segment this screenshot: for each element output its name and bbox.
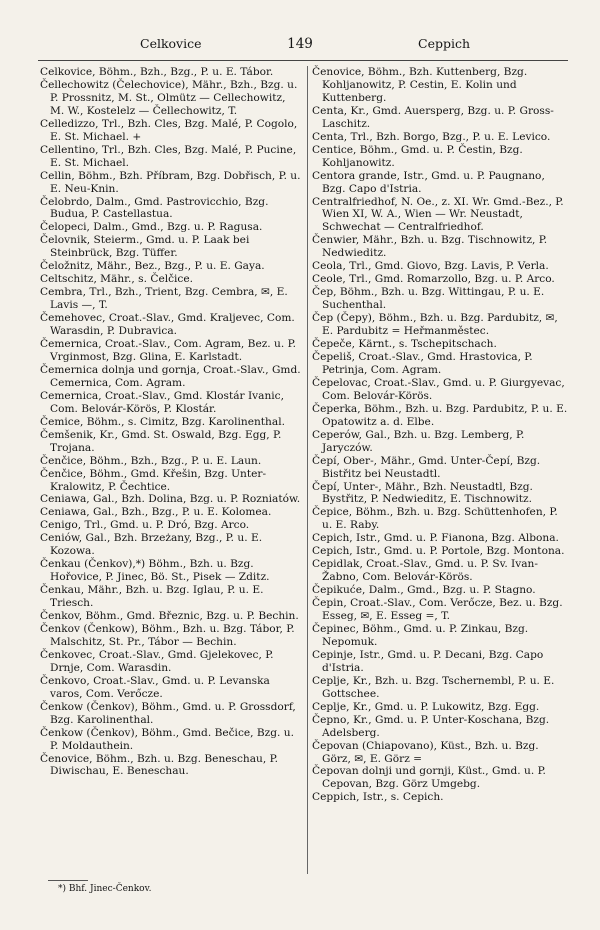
page-number: 149 (287, 36, 313, 52)
gazetteer-entry: Čemice, Böhm., s. Cimitz, Bzg. Karolinenthal. (40, 415, 285, 428)
gazetteer-entry: Čenkovec, Croat.-Slav., Gmd. Gjelekovec, P. Drnje, Com. Warasdin. (40, 648, 274, 674)
footnote: *) Bhf. Jinec-Čenkov. (58, 884, 152, 894)
gazetteer-entry: Čenovice, Böhm., Bzh. u. Bzg. Beneschau, P. Diwischau, E. Beneschau. (40, 752, 278, 778)
gazetteer-entry: Ceola, Trl., Gmd. Giovo, Bzg. Lavis, P. Verla. (312, 260, 549, 273)
gazetteer-entry: Čep, Böhm., Bzh. u. Bzg. Wittingau, P. u. E. Suchenthal. (312, 286, 545, 312)
footnote-rule (48, 880, 88, 881)
gazetteer-entry: Čemernica, Croat.-Slav., Com. Agram, Bez. u. P. Vrginmost, Bzg. Glina, E. Karlstadt. (40, 338, 296, 363)
gazetteer-entry: Ceppich, Istr., s. Cepich. (312, 791, 444, 804)
gazetteer-entry: Ceperów, Gal., Bzh. u. Bzg. Lemberg, P. Jaryczów. (312, 428, 525, 454)
gazetteer-entry: Čenovice, Böhm., Bzh. Kuttenberg, Bzg. Kohljanowitz, P. Cestin, E. Kolin und Kuttenberg. (312, 66, 528, 104)
gazetteer-entry: Cepidlak, Croat.-Slav., Gmd. u. P. Sv. Ivan-Žabno, Com. Belovár-Körös. (312, 558, 538, 584)
gazetteer-entry: Cepich, Istr., Gmd. u. P. Portole, Bzg. Montona. (312, 545, 565, 558)
header-rule (38, 60, 568, 61)
header-left-word: Celkovice (140, 36, 202, 51)
gazetteer-entry: Čenkau, Mähr., Bzh. u. Bzg. Iglau, P. u. E. Triesch. (40, 584, 264, 610)
gazetteer-entry: Čepí, Ober-, Mähr., Gmd. Unter-Čepí, Bzg. Bistřitz bei Neustadtl. (312, 454, 541, 480)
gazetteer-entry: Čelopeci, Dalm., Gmd., Bzg. u. P. Ragusa. (40, 221, 263, 234)
gazetteer-entry: Čepovan (Chiapovano), Küst., Bzh. u. Bzg. Görz, ✉, E. Görz = (312, 739, 539, 765)
gazetteer-entry: Čenkovo, Croat.-Slav., Gmd. u. P. Levanska varos, Com. Verőcze. (40, 674, 270, 700)
gazetteer-entry: Čepinec, Böhm., Gmd. u. P. Zinkau, Bzg. Nepomuk. (312, 622, 529, 648)
gazetteer-entry: Čenkow (Čenkov), Böhm., Gmd. u. P. Grossdorf, Bzg. Karolinenthal. (40, 700, 296, 726)
gazetteer-entry: Čelobrdo, Dalm., Gmd. Pastrovicchio, Bzg. Budua, P. Castellastua. (40, 195, 269, 221)
gazetteer-entry: Čelovnik, Steierm., Gmd. u. P. Laak bei Steinbrück, Bzg. Tüffer. (40, 234, 250, 260)
gazetteer-entry: Cepinje, Istr., Gmd. u. P. Decani, Bzg. Capo d'Istria. (312, 648, 544, 674)
gazetteer-entry: Centora grande, Istr., Gmd. u. P. Paugnano, Bzg. Capo d'Istria. (312, 169, 545, 195)
gazetteer-entry: Cenigo, Trl., Gmd. u. P. Dró, Bzg. Arco. (40, 519, 250, 532)
header-right-word: Ceppich (418, 36, 471, 51)
gazetteer-entry: Ceole, Trl., Gmd. Romarzollo, Bzg. u. P. Arco. (312, 273, 555, 286)
gazetteer-entry: Čepelovac, Croat.-Slav., Gmd. u. P. Giurgyevac, Com. Belovár-Körös. (312, 376, 565, 402)
gazetteer-entry: Celledizzo, Trl., Bzh. Cles, Bzg. Malé, P. Cogolo, E. St. Michael. + (40, 117, 298, 143)
gazetteer-entry: Čep (Čepy), Böhm., Bzh. u. Bzg. Pardubitz, ✉, E. Pardubitz = Heřmanměstec. (312, 312, 558, 338)
column-divider (307, 66, 308, 874)
gazetteer-entry: Ceplje, Kr., Gmd. u. P. Lukowitz, Bzg. Egg. (312, 700, 540, 713)
gazetteer-entry: Čepin, Croat.-Slav., Com. Verőcze, Bez. u. Bzg. Esseg, ✉, E. Esseg =, T. (312, 597, 563, 623)
gazetteer-entry: Čenkow (Čenkov), Böhm., Gmd. Bečice, Bzg. u. P. Moldauthein. (40, 726, 294, 752)
gazetteer-entry: Čenčice, Böhm., Gmd. Křešin, Bzg. Unter-Kralowitz, P. Čechtice. (40, 467, 267, 493)
gazetteer-entry: Cellin, Böhm., Bzh. Příbram, Bzg. Dobřisch, P. u. E. Neu-Knin. (40, 169, 301, 195)
running-header (0, 36, 600, 56)
gazetteer-entry: Čepice, Böhm., Bzh. u. Bzg. Schüttenhofen, P. u. E. Raby. (312, 506, 558, 532)
gazetteer-entry: Čeložnitz, Mähr., Bez., Bzg., P. u. E. Gaya. (40, 260, 265, 273)
gazetteer-entry: Čenčice, Böhm., Bzh., Bzg., P. u. E. Laun. (40, 454, 262, 467)
gazetteer-entry: Cemernica, Croat.-Slav., Gmd. Klostár Ivanic, Com. Belovár-Körös, P. Klostár. (40, 389, 284, 415)
gazetteer-entry: Čenkov (Čenkow), Böhm., Bzh. u. Bzg. Tábor, P. Malschitz, St. Pr., Tábor — Bechin. (40, 622, 295, 648)
gazetteer-entry: Čenkov, Böhm., Gmd. Březnic, Bzg. u. P. Bechin. (40, 610, 299, 623)
gazetteer-entry: Ceniawa, Gal., Bzh., Bzg., P. u. E. Kolomea. (40, 506, 272, 519)
gazetteer-entry: Centa, Trl., Bzh. Borgo, Bzg., P. u. E. Levico. (312, 130, 551, 143)
gazetteer-entry: Centralfriedhof, N. Oe., z. XI. Wr. Gmd.-Bez., P. Wien XI, W. A., Wien — Wr. Neustadt, Schwechat — Centralfriedhof. (312, 195, 564, 234)
gazetteer-entry: Cellentino, Trl., Bzh. Cles, Bzg. Malé, P. Pucine, E. St. Michael. (40, 143, 297, 169)
gazetteer-entry: Čeperka, Böhm., Bzh. u. Bzg. Pardubitz, P. u. E. Opatowitz a. d. Elbe. (312, 402, 568, 428)
gazetteer-entry: Ceniawa, Gal., Bzh. Dolina, Bzg. u. P. Rozniatów. (40, 493, 301, 506)
gazetteer-entry: Celkovice, Böhm., Bzh., Bzg., P. u. E. Tábor. (40, 66, 274, 78)
gazetteer-entry: Centa, Kr., Gmd. Auersperg, Bzg. u. P. Gross-Laschitz. (312, 104, 554, 130)
gazetteer-entry: Čellechowitz (Čelechovice), Mähr., Bzh., Bzg. u. P. Prossnitz, M. St., Olmütz — Cellechowitz, M. W., Kostelelz — Čellechowitz, T. (40, 78, 298, 117)
gazetteer-entry: Čemehovec, Croat.-Slav., Gmd. Kraljevec, Com. Warasdin, P. Dubravica. (40, 312, 295, 338)
gazetteer-entry: Cembra, Trl., Bzh., Trient, Bzg. Cembra, ✉, E. Lavis —, T. (40, 286, 288, 312)
gazetteer-entry: Čepí, Unter-, Mähr., Bzh. Neustadtl, Bzg. Bystřitz, P. Nedwieditz, E. Tischnowitz. (312, 480, 533, 506)
gazetteer-entry: Čemšenik, Kr., Gmd. St. Oswald, Bzg. Egg, P. Trojana. (40, 428, 282, 454)
gazetteer-entry: Čenwier, Mähr., Bzh. u. Bzg. Tischnowitz, P. Nedwieditz. (312, 234, 548, 260)
gazetteer-entry: Celtschitz, Mähr., s. Čelčice. (40, 273, 193, 286)
gazetteer-entry: Čepeče, Kärnt., s. Tschepitschach. (312, 338, 497, 351)
gazetteer-entry: Čenkau (Čenkov),*) Böhm., Bzh. u. Bzg. Hořovice, P. Jinec, Bö. St., Pisek — Zditz. (40, 558, 270, 584)
gazetteer-entry: Ceplje, Kr., Bzh. u. Bzg. Tschernembl, P. u. E. Gottschee. (312, 674, 555, 700)
gazetteer-entry: Čepikuće, Dalm., Gmd., Bzg. u. P. Stagno. (312, 584, 536, 597)
gazetteer-entry: Čemernica dolnja und gornja, Croat.-Slav., Gmd. Cemernica, Com. Agram. (40, 363, 301, 389)
left-column (40, 66, 303, 778)
gazetteer-entry: Čepno, Kr., Gmd. u. P. Unter-Koschana, Bzg. Adelsberg. (312, 713, 550, 739)
gazetteer-entry: Centice, Böhm., Gmd. u. P. Čestin, Bzg. Kohljanowitz. (312, 143, 523, 169)
gazetteer-entry: Ceniów, Gal., Bzh. Brzeżany, Bzg., P. u. E. Kozowa. (40, 532, 263, 558)
gazetteer-entry: Cepich, Istr., Gmd. u. P. Fianona, Bzg. Albona. (312, 532, 559, 545)
gazetteer-entry: Čepeliš, Croat.-Slav., Gmd. Hrastovica, P. Petrinja, Com. Agram. (312, 350, 533, 376)
gazetteer-entry: Čepovan dolnji und gornji, Küst., Gmd. u. P. Cepovan, Bzg. Görz Umgebg. (312, 765, 546, 791)
right-column (312, 66, 570, 804)
